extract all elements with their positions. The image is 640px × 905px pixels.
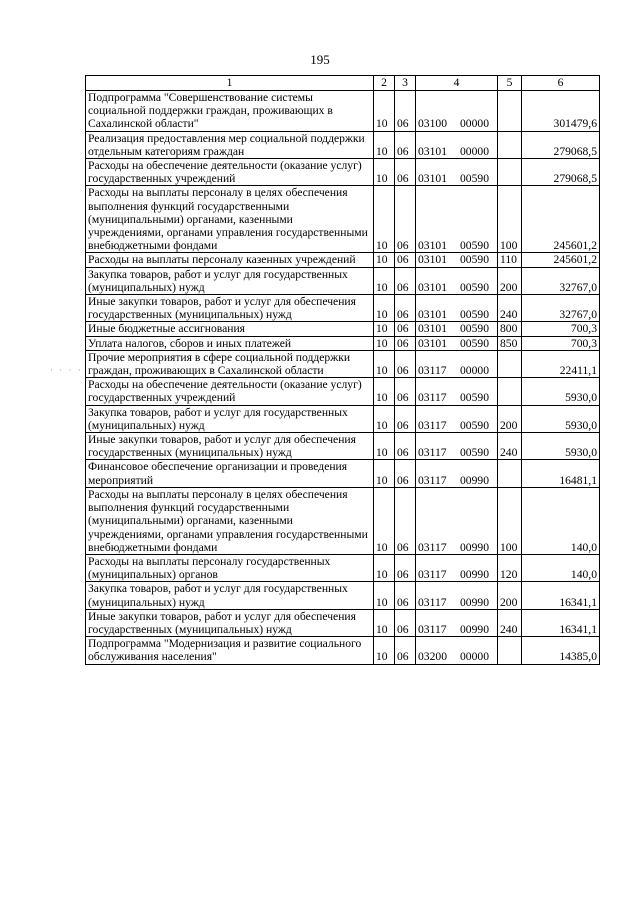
row-target-article-cell — [416, 554, 498, 581]
table-row — [86, 433, 600, 460]
row-name-cell: Расходы на обеспечение деятельности (оказание услуг) государственных учреждений — [86, 378, 374, 405]
row-name-cell: Иные закупки товаров, работ и услуг для обеспечения государственных (муниципальных) нужд — [86, 295, 374, 322]
row-subsection-cell: 06 — [395, 378, 416, 405]
row-section-cell: 10 — [374, 378, 395, 405]
target-article-part1: 03101 — [418, 280, 447, 294]
row-expense-type-cell: 200 — [498, 582, 522, 609]
row-amount-cell: 245601,2 — [522, 253, 600, 267]
row-target-article-cell — [416, 637, 498, 664]
target-article-part2: 00590 — [460, 253, 489, 267]
table-row — [86, 378, 600, 405]
row-name-cell: Финансовое обеспечение организации и проведения мероприятий — [86, 460, 374, 487]
target-article-part2: 00590 — [460, 418, 489, 432]
row-expense-type-cell: 200 — [498, 405, 522, 432]
row-subsection-cell: 06 — [395, 186, 416, 253]
row-target-article-cell — [416, 350, 498, 377]
header-cell: 6 — [522, 76, 600, 91]
target-article-part2: 00990 — [460, 622, 489, 636]
row-amount-cell: 140,0 — [522, 487, 600, 554]
table-row — [86, 336, 600, 350]
row-subsection-cell: 06 — [395, 460, 416, 487]
target-article-part2: 00590 — [460, 322, 489, 336]
row-name-cell: Закупка товаров, работ и услуг для государственных (муниципальных) нужд — [86, 267, 374, 294]
row-amount-cell: 140,0 — [522, 554, 600, 581]
row-name-cell: Закупка товаров, работ и услуг для государственных (муниципальных) нужд — [86, 582, 374, 609]
row-amount-cell: 5930,0 — [522, 405, 600, 432]
target-article-part2: 00000 — [460, 144, 489, 158]
row-expense-type-cell — [498, 637, 522, 664]
header-row — [86, 76, 600, 91]
row-section-cell: 10 — [374, 350, 395, 377]
row-expense-type-cell — [498, 131, 522, 158]
target-article-part1: 03117 — [418, 446, 447, 460]
row-target-article-cell — [416, 336, 498, 350]
row-subsection-cell: 06 — [395, 159, 416, 186]
target-article-part2: 00990 — [460, 595, 489, 609]
row-target-article-cell — [416, 159, 498, 186]
row-amount-cell: 22411,1 — [522, 350, 600, 377]
row-section-cell: 10 — [374, 637, 395, 664]
row-section-cell: 10 — [374, 295, 395, 322]
header-cell: 1 — [86, 76, 374, 91]
row-target-article-cell — [416, 91, 498, 132]
row-amount-cell: 245601,2 — [522, 186, 600, 253]
row-expense-type-cell: 850 — [498, 336, 522, 350]
target-article-part2: 00000 — [460, 650, 489, 664]
row-amount-cell: 14385,0 — [522, 637, 600, 664]
target-article-part1: 03101 — [418, 172, 447, 186]
target-article-part1: 03117 — [418, 391, 447, 405]
table-row — [86, 609, 600, 636]
row-target-article-cell — [416, 267, 498, 294]
table-row — [86, 159, 600, 186]
row-expense-type-cell — [498, 159, 522, 186]
target-article-part2: 00000 — [460, 364, 489, 378]
row-section-cell: 10 — [374, 609, 395, 636]
table-row — [86, 582, 600, 609]
table-row — [86, 350, 600, 377]
row-subsection-cell: 06 — [395, 350, 416, 377]
target-article-part2: 00000 — [460, 117, 489, 131]
row-name-cell: Расходы на обеспечение деятельности (оказание услуг) государственных учреждений — [86, 159, 374, 186]
row-name-cell: Иные закупки товаров, работ и услуг для обеспечения государственных (муниципальных) нужд — [86, 609, 374, 636]
table-row — [86, 295, 600, 322]
row-subsection-cell: 06 — [395, 267, 416, 294]
row-expense-type-cell: 120 — [498, 554, 522, 581]
row-section-cell: 10 — [374, 131, 395, 158]
row-target-article-cell — [416, 460, 498, 487]
row-subsection-cell: 06 — [395, 637, 416, 664]
target-article-part1: 03117 — [418, 595, 447, 609]
row-expense-type-cell: 200 — [498, 267, 522, 294]
target-article-part1: 03117 — [418, 473, 447, 487]
target-article-part1: 03101 — [418, 336, 447, 350]
row-target-article-cell — [416, 253, 498, 267]
table-row — [86, 131, 600, 158]
row-subsection-cell: 06 — [395, 487, 416, 554]
row-target-article-cell — [416, 378, 498, 405]
target-article-part2: 00590 — [460, 280, 489, 294]
target-article-part1: 03117 — [418, 622, 447, 636]
row-subsection-cell: 06 — [395, 322, 416, 336]
row-expense-type-cell — [498, 350, 522, 377]
row-subsection-cell: 06 — [395, 253, 416, 267]
row-name-cell: Подпрограмма "Модернизация и развитие социального обслуживания населения" — [86, 637, 374, 664]
row-amount-cell: 301479,6 — [522, 91, 600, 132]
row-section-cell: 10 — [374, 433, 395, 460]
target-article-part1: 03117 — [418, 568, 447, 582]
target-article-part1: 03101 — [418, 308, 447, 322]
row-name-cell: Иные бюджетные ассигнования — [86, 322, 374, 336]
target-article-part2: 00590 — [460, 239, 489, 253]
row-target-article-cell — [416, 487, 498, 554]
row-section-cell: 10 — [374, 91, 395, 132]
row-amount-cell: 279068,5 — [522, 159, 600, 186]
row-target-article-cell — [416, 322, 498, 336]
row-expense-type-cell: 240 — [498, 295, 522, 322]
table-row — [86, 487, 600, 554]
table-row — [86, 637, 600, 664]
row-amount-cell: 700,3 — [522, 336, 600, 350]
row-name-cell: Закупка товаров, работ и услуг для государственных (муниципальных) нужд — [86, 405, 374, 432]
header-cell: 5 — [498, 76, 522, 91]
row-expense-type-cell: 100 — [498, 487, 522, 554]
row-target-article-cell — [416, 405, 498, 432]
row-section-cell: 10 — [374, 253, 395, 267]
row-target-article-cell — [416, 609, 498, 636]
row-amount-cell: 16481,1 — [522, 460, 600, 487]
row-expense-type-cell — [498, 378, 522, 405]
header-cell: 4 — [416, 76, 498, 91]
row-target-article-cell — [416, 582, 498, 609]
row-section-cell: 10 — [374, 159, 395, 186]
row-target-article-cell — [416, 186, 498, 253]
row-target-article-cell — [416, 295, 498, 322]
row-section-cell: 10 — [374, 322, 395, 336]
row-target-article-cell — [416, 433, 498, 460]
target-article-part2: 00990 — [460, 540, 489, 554]
row-subsection-cell: 06 — [395, 405, 416, 432]
target-article-part2: 00590 — [460, 308, 489, 322]
target-article-part2: 00990 — [460, 568, 489, 582]
row-amount-cell: 16341,1 — [522, 582, 600, 609]
header-cell: 3 — [395, 76, 416, 91]
target-article-part1: 03101 — [418, 322, 447, 336]
target-article-part2: 00990 — [460, 473, 489, 487]
row-amount-cell: 5930,0 — [522, 433, 600, 460]
row-subsection-cell: 06 — [395, 336, 416, 350]
table-row — [86, 91, 600, 132]
row-name-cell: Уплата налогов, сборов и иных платежей — [86, 336, 374, 350]
target-article-part1: 03117 — [418, 418, 447, 432]
scan-noise: · · · · — [50, 365, 83, 375]
row-name-cell: Расходы на выплаты персоналу в целях обеспечения выполнения функций государственными (муниципальными) органами, казенными учреждениями, органами управления государственными внебюджетными фондами — [86, 186, 374, 253]
row-amount-cell: 32767,0 — [522, 295, 600, 322]
row-subsection-cell: 06 — [395, 582, 416, 609]
row-section-cell: 10 — [374, 487, 395, 554]
table-body — [86, 91, 600, 665]
row-expense-type-cell — [498, 91, 522, 132]
row-amount-cell: 5930,0 — [522, 378, 600, 405]
row-subsection-cell: 06 — [395, 131, 416, 158]
row-subsection-cell: 06 — [395, 295, 416, 322]
row-subsection-cell: 06 — [395, 554, 416, 581]
target-article-part1: 03200 — [418, 650, 447, 664]
row-expense-type-cell: 240 — [498, 609, 522, 636]
row-name-cell: Расходы на выплаты персоналу казенных учреждений — [86, 253, 374, 267]
row-subsection-cell: 06 — [395, 609, 416, 636]
page-number: 195 — [310, 52, 330, 67]
row-section-cell: 10 — [374, 336, 395, 350]
row-expense-type-cell: 100 — [498, 186, 522, 253]
target-article-part2: 00590 — [460, 391, 489, 405]
row-section-cell: 10 — [374, 186, 395, 253]
table-row — [86, 322, 600, 336]
target-article-part1: 03101 — [418, 253, 447, 267]
row-expense-type-cell: 110 — [498, 253, 522, 267]
row-expense-type-cell: 800 — [498, 322, 522, 336]
row-name-cell: Подпрограмма "Совершенствование системы социальной поддержки граждан, проживающих в Сахалинской области" — [86, 91, 374, 132]
target-article-part1: 03101 — [418, 144, 447, 158]
target-article-part1: 03101 — [418, 239, 447, 253]
target-article-part1: 03117 — [418, 540, 447, 554]
row-name-cell: Расходы на выплаты персоналу в целях обеспечения выполнения функций государственными (муниципальными) органами, казенными учреждениями, органами управления государственными внебюджетными фондами — [86, 487, 374, 554]
target-article-part2: 00590 — [460, 446, 489, 460]
table-row — [86, 554, 600, 581]
row-name-cell: Иные закупки товаров, работ и услуг для обеспечения государственных (муниципальных) нужд — [86, 433, 374, 460]
row-subsection-cell: 06 — [395, 433, 416, 460]
table-row — [86, 460, 600, 487]
row-section-cell: 10 — [374, 554, 395, 581]
header-cell: 2 — [374, 76, 395, 91]
row-target-article-cell — [416, 131, 498, 158]
budget-table — [85, 75, 600, 665]
row-expense-type-cell — [498, 460, 522, 487]
row-expense-type-cell: 240 — [498, 433, 522, 460]
table-row — [86, 267, 600, 294]
table-row — [86, 186, 600, 253]
row-name-cell: Прочие мероприятия в сфере социальной поддержки граждан, проживающих в Сахалинской области — [86, 350, 374, 377]
target-article-part2: 00590 — [460, 336, 489, 350]
row-section-cell: 10 — [374, 460, 395, 487]
row-name-cell: Расходы на выплаты персоналу государственных (муниципальных) органов — [86, 554, 374, 581]
row-amount-cell: 32767,0 — [522, 267, 600, 294]
row-section-cell: 10 — [374, 582, 395, 609]
row-name-cell: Реализация предоставления мер социальной поддержки отдельным категориям граждан — [86, 131, 374, 158]
row-amount-cell: 279068,5 — [522, 131, 600, 158]
row-section-cell: 10 — [374, 267, 395, 294]
row-amount-cell: 700,3 — [522, 322, 600, 336]
target-article-part1: 03117 — [418, 364, 447, 378]
row-subsection-cell: 06 — [395, 91, 416, 132]
target-article-part1: 03100 — [418, 117, 447, 131]
target-article-part2: 00590 — [460, 172, 489, 186]
table-row — [86, 405, 600, 432]
row-section-cell: 10 — [374, 405, 395, 432]
table-row — [86, 253, 600, 267]
row-amount-cell: 16341,1 — [522, 609, 600, 636]
